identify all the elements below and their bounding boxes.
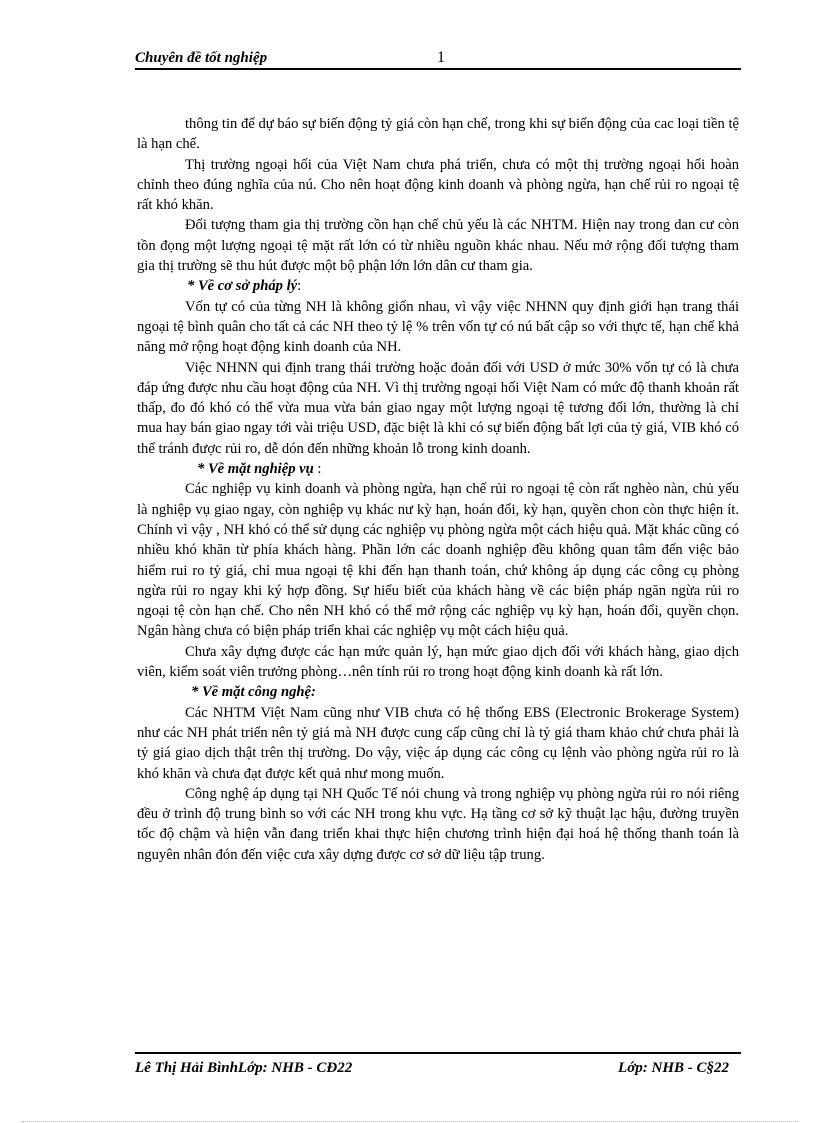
section-heading-technology bbox=[137, 682, 739, 702]
heading-text: * Về cơ sở pháp lý bbox=[187, 278, 298, 295]
paragraph: Đối tượng tham gia thị trường cồn hạn chế chủ yếu là các NHTM. Hiện nay trong dan cư còn tồn đọng một lượng ngoại tệ mặt rất lớn có từ nhiều nguồn khác nhau. Nếu mở rộng đối tượng tham gia thị trường sẽ thu hút được một bộ phận lớn lớn dân cư tham gia. bbox=[137, 217, 739, 275]
page-number: 1 bbox=[437, 49, 445, 66]
paragraph: Thị trường ngoại hối của Việt Nam chưa phá triển, chưa có một thị trường ngoại hối hoàn chỉnh theo đúng nghĩa của nú. Cho nên hoạt động kinh doanh và phòng ngừa, hạn chế rủi ro ngoại tệ rất khó khăn. bbox=[137, 156, 739, 214]
footer-author: Lê Thị Hải BìnhLớp: NHB - CĐ22 bbox=[135, 1060, 353, 1076]
document-body bbox=[137, 114, 739, 865]
heading-text: * Về mặt công nghệ: bbox=[191, 684, 316, 701]
section-heading-legal bbox=[137, 276, 739, 296]
paragraph: Vốn tự có của từng NH là không giốn nhau, vì vậy việc NHNN quy định giới hạn trang thái ngoại tệ bình quân cho tất cả các NH theo tỷ lệ % trên vốn tự có nú bất cập so với thực tế, hạn chế khả năng mở rộng hoạt động kinh doanh của NH. bbox=[137, 298, 739, 356]
paragraph: Các nghiệp vụ kinh doanh và phòng ngừa, hạn chế rủi ro ngoại tệ còn rất nghèo nàn, chủ yếu là nghiệp vụ giao ngay, còn nghiệp vụ khác nư kỳ hạn, hoán đổi, kỳ hạn, quyền chon còn thực hiện ít. Chính vì vậy , NH khó có thể sử dụng các nghiệp vụ phòng ngừa một cách hiệu quả. Mặt khác cũng có nhiều khó khăn từ phía khách hàng. Phần lớn các doanh nghiệp đều không quan tâm đến việc bảo hiểm rui ro tỷ giá, chỉ mua ngoại tệ khi đến hạn thanh toán, chứ không áp dụng các công cụ phòng ngừa rủi ro ngay khi ký hợp đồng. Sự hiểu biết của khách hàng về các biện pháp ngăn ngừa rủi ro ngoại tệ còn hạn chế. Cho nên NH khó có thể mở rộng các nghiệp vụ kỳ hạn, hoán đổi, quyền chọn. Ngân hàng chưa có biện pháp triển khai các nghiệp vụ một cách hiệu quả. bbox=[137, 481, 739, 640]
paragraph: Các NHTM Việt Nam cũng như VIB chưa có hệ thống EBS (Electronic Brokerage System) như các NH phát triển nên tỷ giá mà NH được cung cấp cũng chỉ là tỷ giá tham khảo chứ chưa phải là tỷ giá giao dịch thật trên thị trường. Do vậy, việc áp dụng các công cụ lệnh vào phòng ngừa rủi ro là khó khăn và chưa đạt được kết quả như mong muốn. bbox=[137, 704, 739, 782]
paragraph: Việc NHNN qui định trang thái trường hoặc đoản đối với USD ở mức 30% vốn tự có là chưa đáp ứng được nhu cầu hoạt động của NH. Vì thị trường ngoại hối Việt Nam có mức độ thanh khoản rất thấp, đo đó khó có thể vừa mua vừa bán giao ngay một lượng ngoại tệ tương đối lớn, thường là chỉ mua hay bán giao ngay tới vài triệu USD, đặc biệt là khi có sự biến động bất lợi của tỷ giá, VIB khó có thể tránh được rủi ro, dễ dón đến những khoản lỗ trong kinh doanh. bbox=[137, 359, 739, 457]
page-footer bbox=[135, 1052, 741, 1082]
paragraph: Công nghệ áp dụng tại NH Quốc Tế nói chung và trong nghiệp vụ phòng ngừa rủi ro nói riêng đều ở trình độ trung bình so với các NH trong khu vực. Hạ tầng cơ sở kỹ thuật lạc hậu, đường truyền tốc độ chậm và hiện vẫn đang triển khai thực hiện chương trình hiện đại hoá hệ thống thanh toán là nguyên nhân đón đến việc cưa xây dựng được cơ sở dữ liệu tập trung. bbox=[137, 785, 739, 863]
footer-class: Lớp: NHB - C§22 bbox=[618, 1060, 729, 1076]
page-header bbox=[135, 46, 741, 70]
heading-text: * Về mặt nghiệp vụ bbox=[197, 461, 314, 478]
page-bottom-divider bbox=[22, 1121, 798, 1122]
paragraph: thông tin để dự báo sự biến động tỷ giá còn hạn chế, trong khi sự biến động của cac loại tiền tệ là hạn chế. bbox=[137, 116, 739, 153]
heading-colon: : bbox=[297, 278, 302, 295]
section-heading-operations bbox=[137, 459, 739, 479]
heading-colon: : bbox=[313, 461, 322, 478]
header-title: Chuyên đề tốt nghiệp bbox=[135, 50, 268, 66]
paragraph: Chưa xây dựng được các hạn mức quản lý, hạn mức giao dịch đối với khách hàng, giao dịch viên, kiểm soát viên trưởng phòng…nên tính rủi ro trong hoạt động kinh doanh kà rất lớn. bbox=[137, 643, 739, 681]
